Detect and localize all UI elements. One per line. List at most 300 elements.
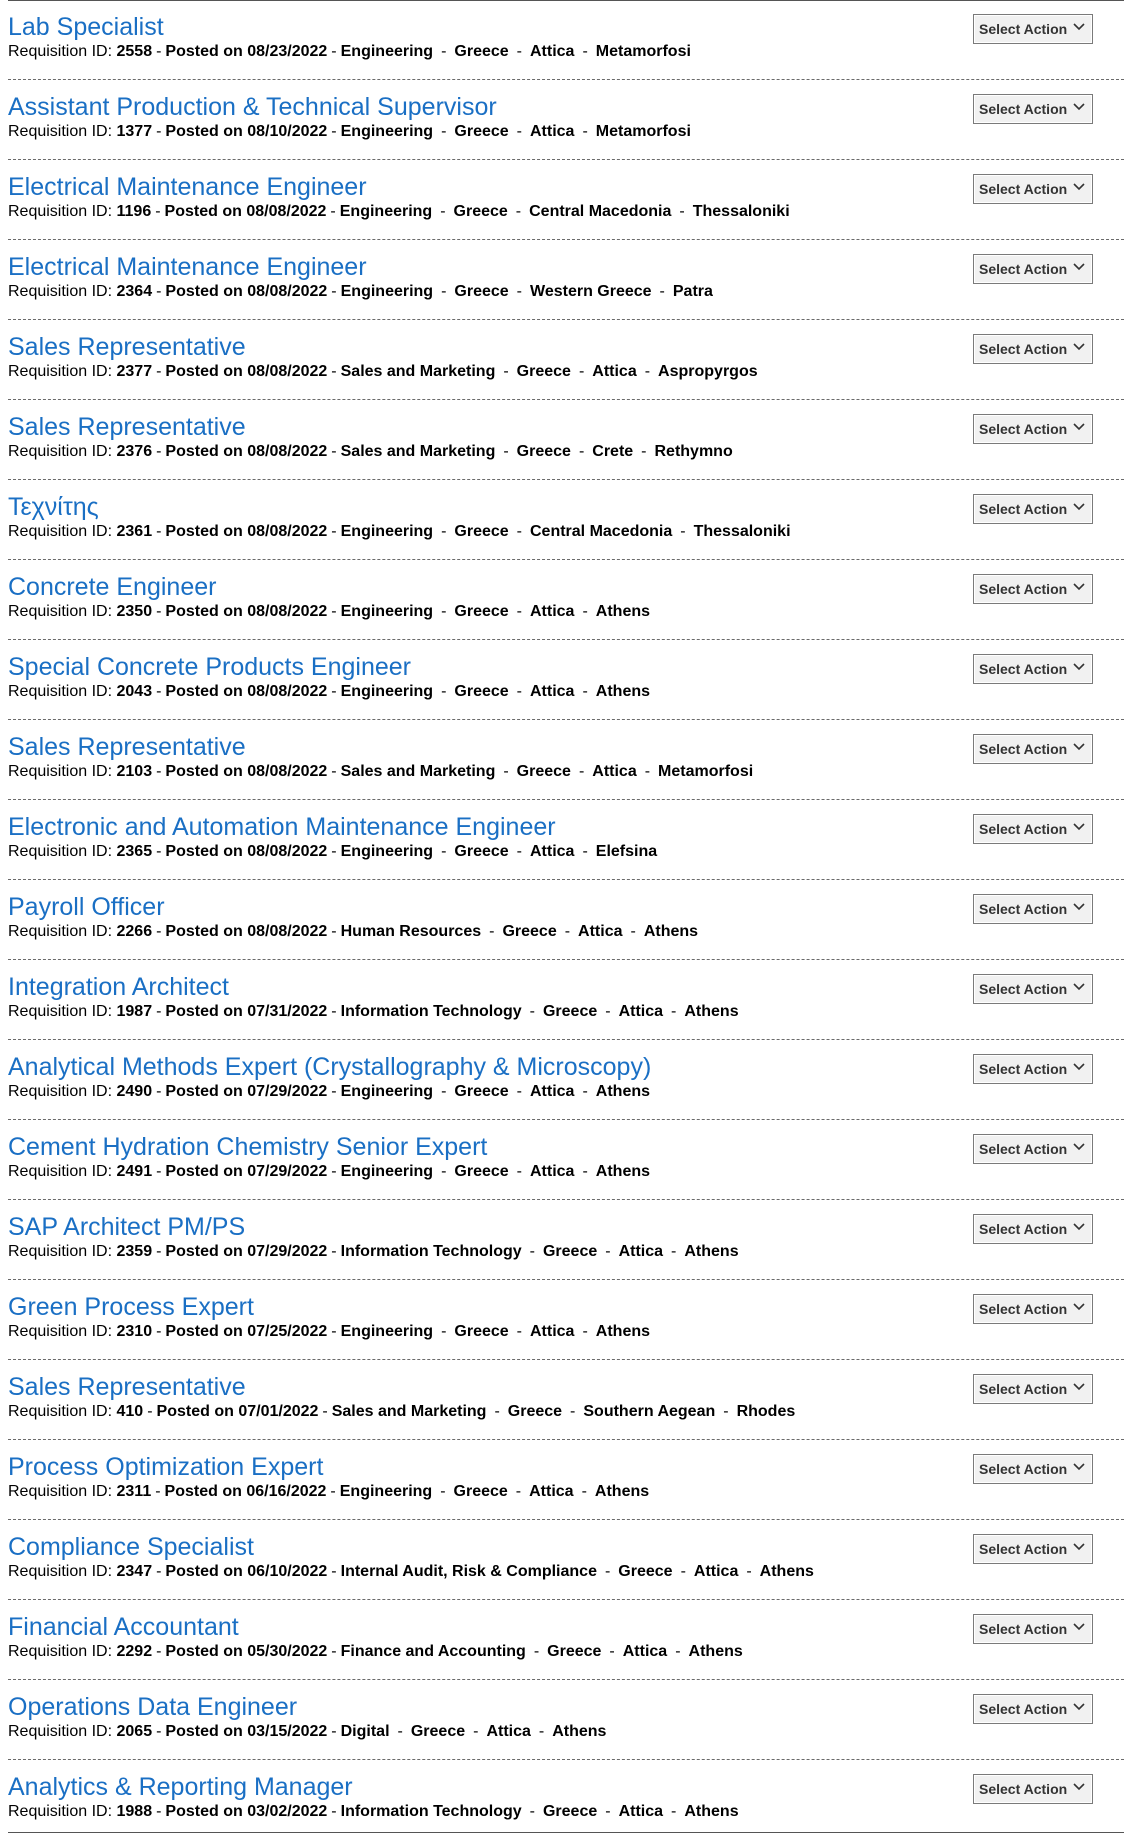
chevron-down-icon [1072,419,1086,433]
select-action-label: Select Action [979,341,1068,357]
job-city: Metamorfosi [595,43,691,60]
job-row [8,320,1124,400]
chevron-down-icon [1072,819,1086,833]
job-region: Attica [486,1723,531,1740]
select-action-label: Select Action [979,661,1068,677]
job-title-link[interactable]: Sales Representative [8,733,246,761]
posted-date: 08/08/2022 [247,683,328,700]
requisition-id: 2359 [116,1243,153,1260]
job-city: Metamorfosi [595,123,691,140]
job-region: Attica [578,923,623,940]
requisition-id: 2377 [116,363,153,380]
job-row [8,1120,1124,1200]
requisition-label: Requisition ID: [8,763,113,780]
chevron-down-icon [1072,1779,1086,1793]
job-row [8,640,1124,720]
job-category: Engineering [340,43,434,60]
posted-date: 08/10/2022 [247,123,328,140]
job-row [8,1760,1124,1840]
requisition-id: 2558 [116,43,153,60]
posted-date: 08/23/2022 [247,43,328,60]
posted-label: Posted on [165,1323,243,1340]
select-action-label: Select Action [979,1701,1068,1717]
job-row [8,1600,1124,1680]
select-action-dropdown[interactable] [973,814,1093,844]
select-action-label: Select Action [979,1781,1068,1797]
job-country: Greece [516,443,571,460]
job-title-link[interactable]: SAP Architect PM/PS [8,1213,246,1241]
job-region: Attica [530,123,575,140]
select-action-label: Select Action [979,1461,1068,1477]
chevron-down-icon [1072,1139,1086,1153]
posted-label: Posted on [165,363,243,380]
posted-label: Posted on [165,43,243,60]
job-country: Greece [454,603,509,620]
job-row [8,240,1124,320]
chevron-down-icon [1072,1619,1086,1633]
select-action-label: Select Action [979,1221,1068,1237]
job-country: Greece [618,1563,673,1580]
chevron-down-icon [1072,659,1086,673]
job-category: Engineering [340,523,434,540]
posted-label: Posted on [165,923,243,940]
requisition-id: 2292 [116,1643,153,1660]
select-action-label: Select Action [979,1301,1068,1317]
posted-label: Posted on [165,443,243,460]
requisition-id: 2347 [116,1563,153,1580]
job-category: Engineering [340,1323,434,1340]
job-city: Athens [594,1483,650,1500]
select-action-label: Select Action [979,821,1068,837]
select-action-dropdown[interactable] [973,1134,1093,1164]
job-country: Greece [547,1643,602,1660]
select-action-label: Select Action [979,1141,1068,1157]
select-action-dropdown[interactable] [973,1214,1093,1244]
job-country: Greece [507,1403,563,1420]
job-category: Engineering [340,123,434,140]
job-row [8,1040,1124,1120]
job-category: Engineering [340,683,434,700]
job-country: Greece [454,523,509,540]
job-country: Greece [410,1723,466,1740]
job-country: Greece [453,1483,508,1500]
chevron-down-icon [1072,99,1086,113]
job-row [8,560,1124,640]
select-action-dropdown[interactable] [973,94,1093,124]
requisition-label: Requisition ID: [8,123,113,140]
select-action-label: Select Action [979,1621,1068,1637]
select-action-label: Select Action [979,261,1068,277]
requisition-label: Requisition ID: [8,1083,113,1100]
select-action-label: Select Action [979,581,1068,597]
requisition-label: Requisition ID: [8,1723,113,1740]
select-action-label: Select Action [979,1541,1068,1557]
posted-label: Posted on [165,763,243,780]
chevron-down-icon [1072,979,1086,993]
job-region: Western Greece [530,283,652,300]
requisition-id: 1196 [116,203,152,220]
select-action-label: Select Action [979,1061,1068,1077]
posted-label: Posted on [164,1483,242,1500]
job-city: Athens [643,923,699,940]
chevron-down-icon [1072,339,1086,353]
job-title-link[interactable]: Cement Hydration Chemistry Senior Expert [8,1133,488,1161]
job-meta: Requisition ID: 2103 - Posted on 08/08/2022 - Sales and Marketing - Greece - Attica - Metamorfosi [8,763,754,780]
job-city: Metamorfosi [658,763,754,780]
posted-date: 08/08/2022 [247,603,328,620]
requisition-id: 2310 [116,1323,153,1340]
job-row [8,0,1124,80]
posted-date: 08/08/2022 [247,923,328,940]
chevron-down-icon [1072,499,1086,513]
posted-label: Posted on [165,843,243,860]
job-meta: Requisition ID: 1196 - Posted on 08/08/2022 - Engineering - Greece - Central Macedonia - Thessaloniki [8,203,790,220]
job-title-link[interactable]: Sales Representative [8,413,246,441]
job-city: Elefsina [595,843,658,860]
job-category: Information Technology [340,1243,522,1260]
select-action-dropdown[interactable] [973,1614,1093,1644]
job-meta: Requisition ID: 2364 - Posted on 08/08/2022 - Engineering - Greece - Western Greece - Patra [8,283,713,300]
requisition-id: 2376 [116,443,153,460]
job-meta: Requisition ID: 2311 - Posted on 06/16/2022 - Engineering - Greece - Attica - Athens [8,1483,650,1500]
job-region: Attica [618,1243,664,1260]
select-action-dropdown[interactable] [973,1374,1093,1404]
job-title-link[interactable]: Concrete Engineer [8,573,217,601]
job-city: Athens [595,683,651,700]
job-meta: Requisition ID: 2491 - Posted on 07/29/2022 - Engineering - Greece - Attica - Athens [8,1163,651,1180]
select-action-dropdown[interactable] [973,174,1093,204]
job-region: Central Macedonia [530,523,673,540]
job-row [8,1200,1124,1280]
job-city: Athens [759,1563,814,1580]
select-action-dropdown[interactable] [973,334,1093,364]
posted-label: Posted on [165,1803,243,1820]
job-row [8,1520,1124,1600]
job-meta: Requisition ID: 2377 - Posted on 08/08/2022 - Sales and Marketing - Greece - Attica - Aspropyrgos [8,363,758,380]
job-country: Greece [516,363,571,380]
job-row [8,400,1124,480]
chevron-down-icon [1072,1379,1086,1393]
job-meta: Requisition ID: 2365 - Posted on 08/08/2022 - Engineering - Greece - Attica - Elefsina [8,843,658,860]
posted-date: 08/08/2022 [247,363,328,380]
job-meta: Requisition ID: 1987 - Posted on 07/31/2022 - Information Technology - Greece - Attica - Athens [8,1003,739,1020]
job-country: Greece [454,1323,509,1340]
chevron-down-icon [1072,1539,1086,1553]
job-country: Greece [454,683,509,700]
job-country: Greece [454,1163,509,1180]
select-action-dropdown[interactable] [973,1694,1093,1724]
select-action-label: Select Action [979,501,1068,517]
job-category: Engineering [340,1163,434,1180]
job-title-link[interactable]: Electrical Maintenance Engineer [8,253,367,281]
select-action-label: Select Action [979,421,1068,437]
posted-label: Posted on [156,1403,234,1420]
requisition-label: Requisition ID: [8,1243,113,1260]
job-title-link[interactable]: Process Optimization Expert [8,1453,324,1481]
requisition-label: Requisition ID: [8,523,113,540]
select-action-dropdown[interactable] [973,654,1093,684]
job-meta: Requisition ID: 2359 - Posted on 07/29/2022 - Information Technology - Greece - Attica - Athens [8,1243,739,1260]
job-region: Attica [530,1083,575,1100]
select-action-dropdown[interactable] [973,574,1093,604]
job-title-link[interactable]: Analytics & Reporting Manager [8,1773,353,1801]
requisition-id: 2361 [116,523,153,540]
job-country: Greece [542,1803,598,1820]
job-meta: Requisition ID: 2292 - Posted on 05/30/2022 - Finance and Accounting - Greece - Attica - Athens [8,1643,743,1660]
select-action-dropdown[interactable] [973,14,1093,44]
requisition-id: 1377 [116,123,153,140]
posted-date: 08/08/2022 [247,523,328,540]
job-title-link[interactable]: Green Process Expert [8,1293,254,1321]
job-meta: Requisition ID: 2065 - Posted on 03/15/2022 - Digital - Greece - Attica - Athens [8,1723,607,1740]
job-region: Attica [592,763,637,780]
job-city: Aspropyrgos [658,363,758,380]
posted-date: 07/01/2022 [238,1403,319,1420]
job-title-link[interactable]: Analytical Methods Expert (Crystallography & Microscopy) [8,1053,652,1081]
posted-date: 06/10/2022 [247,1563,328,1580]
chevron-down-icon [1072,19,1086,33]
chevron-down-icon [1072,1699,1086,1713]
requisition-label: Requisition ID: [8,923,113,940]
requisition-id: 2065 [116,1723,153,1740]
job-category: Engineering [340,843,434,860]
job-country: Greece [454,843,509,860]
job-region: Attica [530,1163,575,1180]
select-action-dropdown[interactable] [973,414,1093,444]
chevron-down-icon [1072,1299,1086,1313]
select-action-dropdown[interactable] [973,1534,1093,1564]
job-region: Attica [618,1003,664,1020]
job-country: Greece [502,923,557,940]
requisition-label: Requisition ID: [8,443,113,460]
job-title-link[interactable]: Electrical Maintenance Engineer [8,173,367,201]
job-country: Greece [454,43,509,60]
select-action-dropdown[interactable] [973,1774,1093,1804]
job-city: Patra [672,283,713,300]
posted-date: 08/08/2022 [247,763,328,780]
job-region: Attica [529,1483,574,1500]
requisition-label: Requisition ID: [8,1563,113,1580]
select-action-dropdown[interactable] [973,894,1093,924]
requisition-label: Requisition ID: [8,283,113,300]
requisition-id: 2103 [116,763,153,780]
job-title-link[interactable]: Payroll Officer [8,893,165,921]
job-category: Engineering [339,203,433,220]
job-meta: Requisition ID: 410 - Posted on 07/01/2022 - Sales and Marketing - Greece - Southern Aegean - Rhodes [8,1403,796,1420]
requisition-label: Requisition ID: [8,683,113,700]
select-action-label: Select Action [979,741,1068,757]
job-meta: Requisition ID: 1377 - Posted on 08/10/2022 - Engineering - Greece - Attica - Metamorfosi [8,123,691,140]
requisition-label: Requisition ID: [8,43,113,60]
requisition-label: Requisition ID: [8,1403,113,1420]
posted-date: 08/08/2022 [247,283,328,300]
job-category: Information Technology [340,1803,522,1820]
job-category: Information Technology [340,1003,522,1020]
posted-date: 07/25/2022 [247,1323,328,1340]
job-country: Greece [454,283,509,300]
job-city: Athens [684,1243,739,1260]
requisition-id: 2311 [116,1483,152,1500]
posted-label: Posted on [164,203,242,220]
job-country: Greece [454,123,509,140]
select-action-dropdown[interactable] [973,1454,1093,1484]
job-region: Attica [530,1323,575,1340]
chevron-down-icon [1072,1219,1086,1233]
select-action-dropdown[interactable] [973,254,1093,284]
select-action-dropdown[interactable] [973,974,1093,1004]
posted-label: Posted on [165,1243,243,1260]
job-row [8,1280,1124,1360]
requisition-label: Requisition ID: [8,1003,113,1020]
chevron-down-icon [1072,1059,1086,1073]
job-region: Attica [530,603,575,620]
chevron-down-icon [1072,259,1086,273]
job-region: Attica [592,363,637,380]
requisition-label: Requisition ID: [8,1483,113,1500]
job-title-link[interactable]: Electronic and Automation Maintenance Engineer [8,813,556,841]
job-country: Greece [453,203,508,220]
requisition-id: 2491 [116,1163,153,1180]
job-meta: Requisition ID: 2490 - Posted on 07/29/2022 - Engineering - Greece - Attica - Athens [8,1083,651,1100]
select-action-dropdown[interactable] [973,1294,1093,1324]
job-row [8,880,1124,960]
job-meta: Requisition ID: 2558 - Posted on 08/23/2022 - Engineering - Greece - Attica - Metamorfosi [8,43,691,60]
posted-date: 03/15/2022 [247,1723,328,1740]
job-meta: Requisition ID: 2361 - Posted on 08/08/2022 - Engineering - Greece - Central Macedonia - Thessaloniki [8,523,791,540]
job-list [8,0,1124,1840]
job-meta: Requisition ID: 2310 - Posted on 07/25/2022 - Engineering - Greece - Attica - Athens [8,1323,651,1340]
requisition-id: 2350 [116,603,153,620]
job-title-link[interactable]: Τεχνίτης [8,493,99,521]
job-title-link[interactable]: Compliance Specialist [8,1533,254,1561]
posted-label: Posted on [165,1643,243,1660]
requisition-id: 2266 [116,923,153,940]
job-row [8,1440,1124,1520]
chevron-down-icon [1072,579,1086,593]
job-category: Sales and Marketing [340,763,496,780]
job-region: Attica [622,1643,668,1660]
job-region: Southern Aegean [583,1403,716,1420]
posted-date: 08/08/2022 [246,203,327,220]
job-title-link[interactable]: Sales Representative [8,333,246,361]
job-category: Engineering [340,603,434,620]
posted-label: Posted on [165,523,243,540]
job-category: Engineering [340,283,434,300]
job-title-link[interactable]: Financial Accountant [8,1613,239,1641]
job-country: Greece [454,1083,509,1100]
job-title-link[interactable]: Special Concrete Products Engineer [8,653,412,681]
posted-label: Posted on [165,283,243,300]
job-country: Greece [516,763,571,780]
job-city: Athens [595,1323,651,1340]
job-city: Athens [684,1003,739,1020]
requisition-label: Requisition ID: [8,603,113,620]
job-meta: Requisition ID: 1988 - Posted on 03/02/2022 - Information Technology - Greece - Attica - Athens [8,1803,739,1820]
requisition-label: Requisition ID: [8,1163,113,1180]
select-action-dropdown[interactable] [973,734,1093,764]
job-country: Greece [542,1003,598,1020]
job-city: Rhodes [736,1403,796,1420]
job-region: Attica [530,43,575,60]
posted-date: 07/29/2022 [247,1083,328,1100]
job-category: Engineering [339,1483,433,1500]
job-city: Athens [595,603,651,620]
job-city: Athens [552,1723,607,1740]
job-title-link[interactable]: Assistant Production & Technical Supervisor [8,93,497,121]
job-city: Thessaloniki [692,203,790,220]
chevron-down-icon [1072,899,1086,913]
job-category: Internal Audit, Risk & Compliance [340,1563,597,1580]
job-row [8,960,1124,1040]
requisition-label: Requisition ID: [8,363,113,380]
job-title-link[interactable]: Integration Architect [8,973,229,1001]
select-action-dropdown[interactable] [973,494,1093,524]
posted-label: Posted on [165,1163,243,1180]
select-action-dropdown[interactable] [973,1054,1093,1084]
job-city: Athens [595,1083,651,1100]
requisition-id: 410 [116,1403,144,1420]
posted-label: Posted on [165,123,243,140]
job-category: Finance and Accounting [340,1643,526,1660]
chevron-down-icon [1072,179,1086,193]
requisition-id: 1988 [116,1803,153,1820]
posted-label: Posted on [165,1563,243,1580]
select-action-label: Select Action [979,901,1068,917]
job-category: Sales and Marketing [340,443,496,460]
requisition-id: 2365 [116,843,153,860]
job-city: Athens [684,1803,739,1820]
job-row [8,480,1124,560]
posted-date: 07/29/2022 [247,1163,328,1180]
job-city: Rethymno [654,443,733,460]
job-city: Athens [595,1163,651,1180]
bottom-divider [8,1832,1124,1833]
job-region: Attica [530,683,575,700]
job-meta: Requisition ID: 2266 - Posted on 08/08/2022 - Human Resources - Greece - Attica - Athens [8,923,699,940]
job-region: Attica [693,1563,739,1580]
job-meta: Requisition ID: 2043 - Posted on 08/08/2022 - Engineering - Greece - Attica - Athens [8,683,651,700]
posted-date: 08/08/2022 [247,843,328,860]
job-meta: Requisition ID: 2350 - Posted on 08/08/2022 - Engineering - Greece - Attica - Athens [8,603,651,620]
job-meta: Requisition ID: 2376 - Posted on 08/08/2022 - Sales and Marketing - Greece - Crete - Rethymno [8,443,733,460]
posted-date: 07/29/2022 [247,1243,328,1260]
job-row [8,720,1124,800]
chevron-down-icon [1072,1459,1086,1473]
chevron-down-icon [1072,739,1086,753]
posted-label: Posted on [165,603,243,620]
requisition-label: Requisition ID: [8,843,113,860]
requisition-id: 2043 [116,683,153,700]
job-region: Attica [618,1803,664,1820]
job-title-link[interactable]: Sales Representative [8,1373,246,1401]
job-title-link[interactable]: Operations Data Engineer [8,1693,298,1721]
select-action-label: Select Action [979,1381,1068,1397]
posted-label: Posted on [165,683,243,700]
job-city: Thessaloniki [693,523,791,540]
job-row [8,80,1124,160]
job-region: Central Macedonia [529,203,672,220]
posted-label: Posted on [165,1083,243,1100]
posted-date: 07/31/2022 [247,1003,328,1020]
select-action-label: Select Action [979,21,1068,37]
job-category: Digital [340,1723,390,1740]
job-row [8,1680,1124,1760]
requisition-label: Requisition ID: [8,1643,113,1660]
requisition-id: 1987 [116,1003,153,1020]
requisition-label: Requisition ID: [8,203,113,220]
job-title-link[interactable]: Lab Specialist [8,13,164,41]
posted-label: Posted on [165,1723,243,1740]
